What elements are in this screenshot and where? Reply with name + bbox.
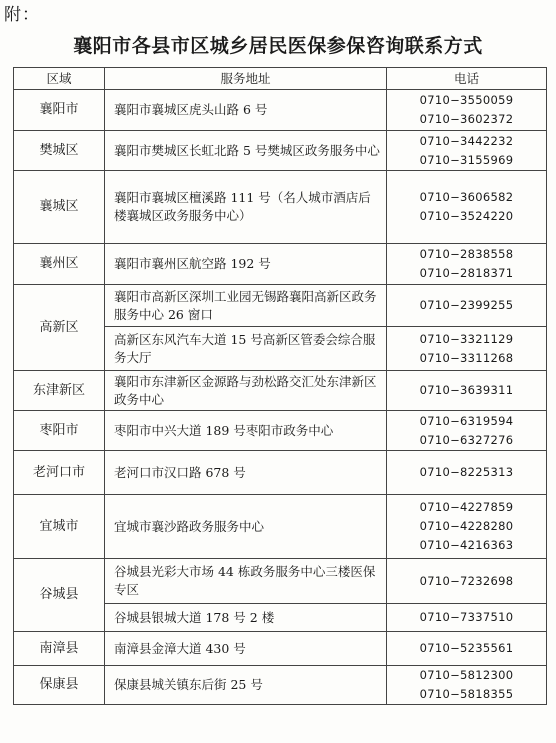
region-name: 保康县 — [14, 666, 105, 705]
service-address: 襄阳市襄城区檀溪路 111 号（名人城市酒店后楼襄城区政务服务中心） — [105, 171, 387, 244]
header-phone: 电话 — [387, 68, 547, 90]
phone-number: 0710−6327276 — [419, 432, 514, 447]
annex-label: 附： — [4, 5, 40, 25]
phone-cell — [387, 327, 547, 371]
phone-cell — [387, 632, 547, 666]
phone-number: 0710−3639311 — [419, 383, 514, 397]
region-name: 宜城市 — [14, 495, 105, 559]
phone-number: 0710−3442232 — [419, 133, 514, 148]
table-header-row — [14, 68, 547, 90]
phone-cell — [387, 604, 547, 632]
table-row — [14, 371, 547, 411]
phone-cell — [387, 495, 547, 559]
service-address: 南漳县金漳大道 430 号 — [105, 632, 387, 666]
phone-number: 0710−3311268 — [419, 350, 514, 365]
document-title: 襄阳市各县市区城乡居民医保参保咨询联系方式 — [73, 35, 483, 57]
phone-number: 0710−4228280 — [419, 519, 514, 533]
service-address: 高新区东风汽车大道 15 号高新区管委会综合服务大厅 — [105, 327, 387, 371]
phone-number: 0710−3602372 — [419, 112, 514, 126]
phone-cell — [387, 371, 547, 411]
phone-cell — [387, 90, 547, 131]
table-row — [14, 451, 547, 495]
service-address: 襄阳市高新区深圳工业园无锡路襄阳高新区政务服务中心 26 窗口 — [105, 285, 387, 327]
phone-cell — [387, 171, 547, 244]
service-address: 宜城市襄沙路政务服务中心 — [105, 495, 387, 559]
service-address: 老河口市汉口路 678 号 — [105, 451, 387, 495]
region-name: 老河口市 — [14, 451, 105, 495]
phone-number: 0710−3155969 — [419, 152, 514, 167]
table-row — [14, 90, 547, 131]
table-row — [14, 411, 547, 451]
service-address: 枣阳市中兴大道 189 号枣阳市政务中心 — [105, 411, 387, 451]
service-address: 保康县城关镇东后街 25 号 — [105, 666, 387, 705]
region-name: 南漳县 — [14, 632, 105, 666]
table-row — [14, 495, 547, 559]
phone-number: 0710−5812300 — [419, 668, 514, 682]
phone-number: 0710−8225313 — [419, 465, 514, 479]
header-address: 服务地址 — [105, 68, 387, 90]
phone-number: 0710−7337510 — [419, 610, 514, 624]
phone-cell — [387, 666, 547, 705]
contact-table — [13, 67, 547, 705]
table-row — [14, 131, 547, 171]
phone-number: 0710−3321129 — [419, 331, 514, 346]
table-row — [14, 171, 547, 244]
phone-number: 0710−4227859 — [419, 500, 514, 514]
table-row — [14, 559, 547, 604]
phone-cell — [387, 244, 547, 285]
header-region: 区域 — [14, 68, 105, 90]
phone-cell — [387, 285, 547, 327]
phone-number: 0710−2818371 — [419, 266, 514, 280]
service-address: 襄阳市樊城区长虹北路 5 号樊城区政务服务中心 — [105, 131, 387, 171]
region-name: 枣阳市 — [14, 411, 105, 451]
phone-number: 0710−5235561 — [419, 641, 514, 655]
phone-number: 0710−6319594 — [419, 413, 514, 428]
region-name: 襄州区 — [14, 244, 105, 285]
region-name: 襄阳市 — [14, 90, 105, 131]
phone-cell — [387, 451, 547, 495]
region-name: 樊城区 — [14, 131, 105, 171]
table-row — [14, 632, 547, 666]
region-name: 襄城区 — [14, 171, 105, 244]
phone-cell — [387, 559, 547, 604]
phone-cell — [387, 131, 547, 171]
table-row — [14, 666, 547, 705]
region-name: 谷城县 — [14, 559, 105, 632]
phone-number: 0710−3550059 — [419, 93, 514, 107]
service-address: 襄阳市襄城区虎头山路 6 号 — [105, 90, 387, 131]
table-row — [14, 244, 547, 285]
phone-number: 0710−3524220 — [419, 209, 514, 223]
service-address: 谷城县光彩大市场 44 栋政务服务中心三楼医保专区 — [105, 559, 387, 604]
phone-number: 0710−3606582 — [419, 190, 514, 204]
phone-number: 0710−2838558 — [419, 247, 514, 261]
phone-number: 0710−2399255 — [419, 298, 514, 312]
service-address: 襄阳市襄州区航空路 192 号 — [105, 244, 387, 285]
phone-number: 0710−7232698 — [419, 573, 514, 588]
service-address: 襄阳市东津新区金源路与劲松路交汇处东津新区政务中心 — [105, 371, 387, 411]
region-name: 高新区 — [14, 285, 105, 371]
region-name: 东津新区 — [14, 371, 105, 411]
table-row — [14, 285, 547, 327]
service-address: 谷城县银城大道 178 号 2 楼 — [105, 604, 387, 632]
phone-cell — [387, 411, 547, 451]
phone-number: 0710−5818355 — [419, 687, 514, 701]
table-body — [14, 90, 547, 705]
phone-number: 0710−4216363 — [419, 538, 514, 552]
